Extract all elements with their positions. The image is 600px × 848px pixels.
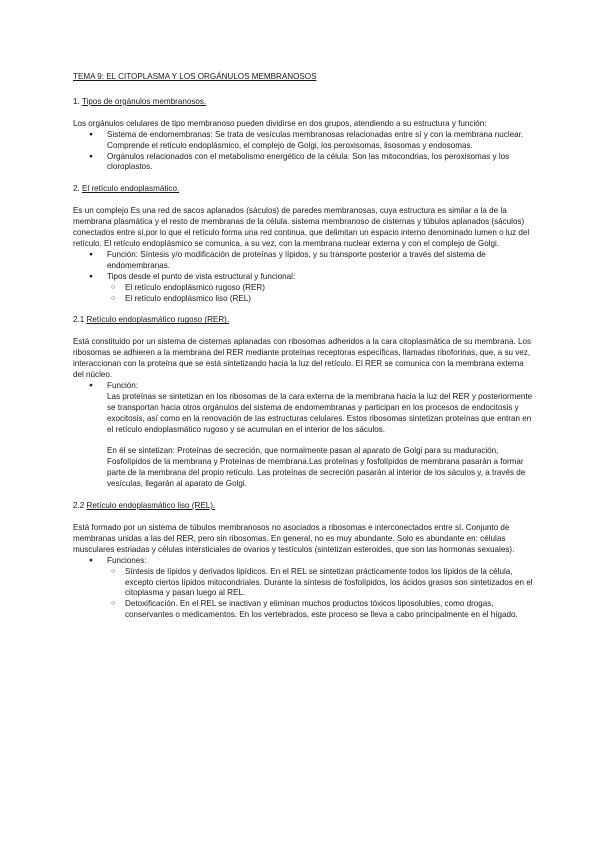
section-1-number: 1.	[73, 96, 80, 106]
sublist-item: ○ El retículo endoplásmico rugoso (RER)	[99, 283, 533, 294]
list-item	[73, 556, 533, 621]
section-2-1-title: Retículo endoplasmático rugoso (RER).	[86, 315, 230, 325]
function-paragraph-1: Las proteínas se sintetizan en los ribosomas de la cara externa de la membrana hacia la luz del RER y posteriormente se transportan hacia otros orgánulos del sistema de endomembranas y participan en los procesos de endocitosis y exocitosis, así como en la renovación de las estructuras celulares. Estos ribosomas sintetizan proteínas que entran en el retículo endoplasmático rugoso y se acumulan en el interior de los sáculos.	[107, 391, 533, 434]
section-1-title: Tipos de orgánulos membranosos.	[81, 96, 207, 106]
section-1-intro: Los orgánulos celulares de tipo membranoso pueden dividirse en dos grupos, atendiendo a su estructura y función:	[73, 118, 487, 128]
types-sublist	[99, 283, 533, 305]
section-2-heading	[73, 184, 533, 195]
sublist-item: ○ Detoxificación. En el REL se inactivan y eliminan muchos productos tóxicos liposolubles, como drogas, conservantes o medicamentos. En los vertebrados, este proceso se lleva a cabo principalmente en el hígado.	[99, 599, 533, 621]
section-2-intro: Es un complejo Es una red de sacos aplanados (sáculos) de paredes membranosas, cuya estructura es similar a la de la membrana plasmática y el resto de membranas de la célula. sistema membranoso de cisternas y túbulos aplanados (sáculos) conectados entre sí,por lo que el retículo forma una red continua, que delimitan un espacio interno denominado lumen o luz del retículo. El retículo endoplásmico se comunica, a su vez, con la membrana nuclear externa y con el complejo de Golgi.	[73, 206, 530, 248]
document-body	[73, 72, 533, 621]
list-item: ● Orgánulos relacionados con el metabolismo energético de la célula: Son las mitocondrias, los peroxisomas y los cloroplastos.	[73, 152, 533, 174]
types-label: Tipos desde el punto de vista estructural y funcional:	[107, 271, 296, 281]
section-2-2-number: 2.2	[73, 501, 85, 511]
functions-label: Funciones:	[107, 555, 147, 565]
section-2-1-intro: Está constituido por un sistema de cisternas aplanadas con ribosomas adheridos a la cara citoplasmática de su membrana. Los ribosomas se adhieren a la membrana del RER mediante proteínas receptoras específicas, llamadas riboforinas, que, a su vez, interaccionan con la proteína que se está sintetizando hacia la luz del retículo. El RER se comunica con la membrana externa del núcleo.	[73, 337, 531, 380]
section-1-heading	[73, 97, 533, 108]
section-2-2-intro: Está formado por un sistema de túbulos membranosos no asociados a ribosomas e interconectados entre sí. Conjunto de membranas unidas a las del RER, pero sin ribosomas. En general, no es muy abundante. Solo es abundante en: células musculares estriadas y células intersticiales de ovarios y testículos (sintetizan esteroides, que son las hormonas sexuales).	[73, 523, 515, 554]
functions-sublist	[99, 567, 533, 622]
list-item	[73, 381, 533, 490]
sublist-item: ○ Síntesis de lípidos y derivados lipídicos. En el REL se sintetizan prácticamente todos los lípidos de la célula, excepto ciertos lípidos mitocondriales. Durante la síntesis de fosfolípidos, los ácidos grasos son sintetizados en el citoplasma y pasan luego al REL.	[99, 567, 533, 600]
section-2-1-list	[73, 381, 533, 490]
list-item	[73, 272, 533, 305]
document-title: TEMA 9: EL CITOPLASMA Y LOS ORGÁNULOS MEMBRANOSOS	[73, 72, 317, 81]
section-2-1-number: 2.1	[73, 315, 85, 325]
list-item: ● Sistema de endomembranas: Se trata de vesículas membranosas relacionadas entre sí y con la membrana nuclear. Comprende el retículo endoplásmico, el complejo de Golgi, los peroxisomas, lisosomas y endosomas.	[73, 130, 533, 152]
section-2-2-title: Retículo endoplasmático liso (REL).	[86, 501, 216, 511]
function-paragraph-2: En él se sintetizan: Proteínas de secreción, que normalmente pasan al aparato de Golgi para su maduración, Fosfolípidos de la membrana y Proteínas de membrana.Las proteínas y fosfolípidos de membrana pasarán a formar parte de la membrana del propio retículo. Las proteínas de secreción pasarán al interior de los sáculos y, a través de vesículas, llegarán al aparato de Golgi.	[107, 446, 526, 489]
section-2-2-list	[73, 556, 533, 621]
section-2-list	[73, 250, 533, 305]
list-item: ● Función: Síntesis y/o modificación de proteínas y lípidos, y su transporte posterior a través del sistema de endomembranas.	[73, 250, 533, 272]
section-2-title: El retículo endoplasmático.	[82, 184, 180, 194]
section-2-number: 2.	[73, 184, 80, 194]
section-1-list	[73, 130, 533, 174]
section-2-1-heading	[73, 315, 533, 326]
function-label: ● Función:	[107, 380, 139, 390]
sublist-item: ○ El retículo endoplásmico liso (REL)	[99, 294, 533, 305]
section-2-2-heading	[73, 501, 533, 512]
